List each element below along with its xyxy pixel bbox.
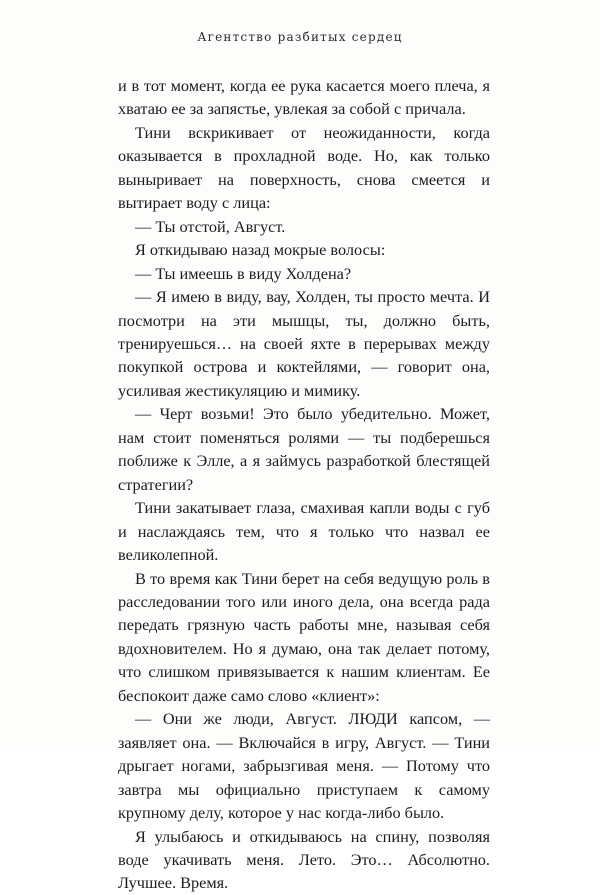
paragraph-7: — Черт возьми! Это было убедительно. Может, нам стоит поменяться ролями — ты подберешься поближе к Элле, а я займусь разработкой блестящей стратегии? [118, 404, 490, 494]
paragraph-2: Тини вскрикивает от неожиданности, когда оказывается в прохладной воде. Но, как только выныривает на поверхность, снова смеется и вытирает воду с лица: [118, 122, 490, 213]
paragraph-6: — Я имею в виду, вау, Холден, ты просто мечта. И посмотри на эти мышцы, ты, должно быть, тренируешься… на своей яхте в перерывах между покупкой острова и коктейлями, — говорит она, усиливая жестикуляцию и мимику. [118, 287, 490, 400]
body-text [118, 74, 490, 895]
paragraph-11: Я улыбаюсь и откидываюсь на спину, позволяя воде укачивать меня. Лето. Это… Абсолютно. Лучшее. Время. [118, 826, 490, 893]
paragraph-1: и в тот момент, когда ее рука касается моего плеча, я хватаю ее за запястье, увлекая за собой с причала. [118, 76, 490, 119]
paragraph-10: — Они же люди, Август. ЛЮДИ капсом, — заявляет она. — Включайся в игру, Август. — Тини дрыгает ногами, забрызгивая меня. — Потому что завтра мы официально приступаем к самому крупному делу, которое у нас когда-либо было. [118, 709, 490, 823]
paragraph-4: Я откидываю назад мокрые волосы: [135, 240, 386, 260]
paragraph-9: В то время как Тини берет на себя ведущую роль в расследовании того или иного дела, она всегда рада передать грязную часть работы мне, называя себя вдохновителем. Но я думаю, она так делает потому, что слишком привязывается к нашим клиентам. Ее беспокоит даже само слово «клиент»: [118, 568, 490, 705]
paragraph-3: — Ты отстой, Август. [135, 216, 286, 236]
paragraph-5: — Ты имеешь в виду Холдена? [135, 263, 352, 283]
running-head: Агентство разбитых сердец [197, 30, 403, 44]
paragraph-8: Тини закатывает глаза, смахивая капли воды с губ и наслаждаясь тем, что я только что назвал ее великолепной. [118, 498, 490, 565]
